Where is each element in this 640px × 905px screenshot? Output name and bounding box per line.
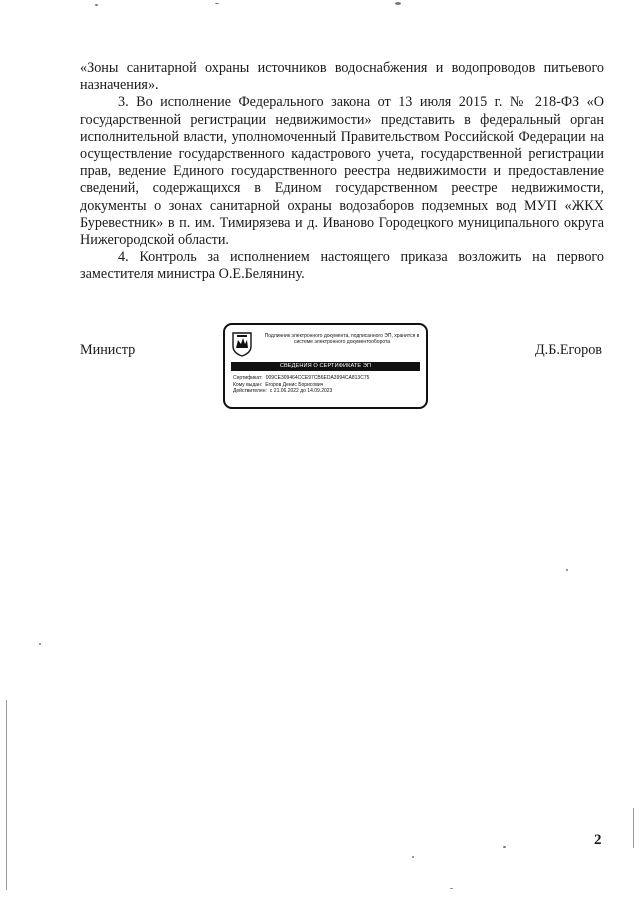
scan-speck [503,846,506,848]
stamp-details [233,375,423,395]
stamp-caption: Подлинник электронного документа, подписанного ЭП, хранится в системе электронного документооборота [264,333,420,346]
issued-to-label: Кому выдан: [233,381,263,388]
scan-speck [566,569,568,571]
scan-margin-line [6,700,7,890]
paragraph-continuation: «Зоны санитарной охраны источников водоснабжения и водопроводов питьевого назначения». [80,60,604,94]
scan-speck [95,4,98,6]
scan-speck [395,2,401,5]
page-number: 2 [594,832,602,848]
signatory-name: Д.Б.Егоров [534,342,602,358]
stamp-header [231,331,421,359]
certificate-value: 009CE309464CCE97CB6EDA3994CA813C75 [265,375,370,381]
scan-margin-line [633,808,634,848]
scan-speck [215,3,219,4]
validity-row [233,388,423,395]
signatory-position: Министр [80,342,136,358]
certificate-row [233,375,423,382]
scan-speck [39,643,41,645]
scan-speck [450,888,453,889]
paragraph-item-4: 4. Контроль за исполнением настоящего приказа возложить на первого заместителя министра О.Е.Белянину. [80,249,604,283]
issued-to-value: Егоров Денис Борисович [265,381,324,388]
stamp-title-bar: СВЕДЕНИЯ О СЕРТИФИКАТЕ ЭП [231,362,420,371]
document-body [80,60,604,284]
validity-value: с 21.06.2022 до 14.09.2023 [269,388,333,395]
coat-of-arms-icon [231,331,253,357]
scan-speck [412,856,414,858]
validity-label: Действителен: [233,388,267,395]
electronic-signature-stamp [223,323,428,409]
certificate-label: Сертификат: [233,375,263,381]
paragraph-item-3: 3. Во исполнение Федерального закона от 13 июля 2015 г. № 218-ФЗ «О государственной регистрации недвижимости» представить в федеральный орган исполнительной власти, уполномоченный Правительством Российской Федерации на осуществление государственного кадастрового учета, государственной регистрации прав, ведение Единого государственного реестра недвижимости и предоставление сведений, содержащихся в Едином государственном реестре недвижимости, документы о зонах санитарной охраны водозаборов подземных вод МУП «ЖКХ Буревестник» в п. им. Тимирязева и д. Иваново Городецкого муниципального округа Нижегородской области. [80,94,604,249]
